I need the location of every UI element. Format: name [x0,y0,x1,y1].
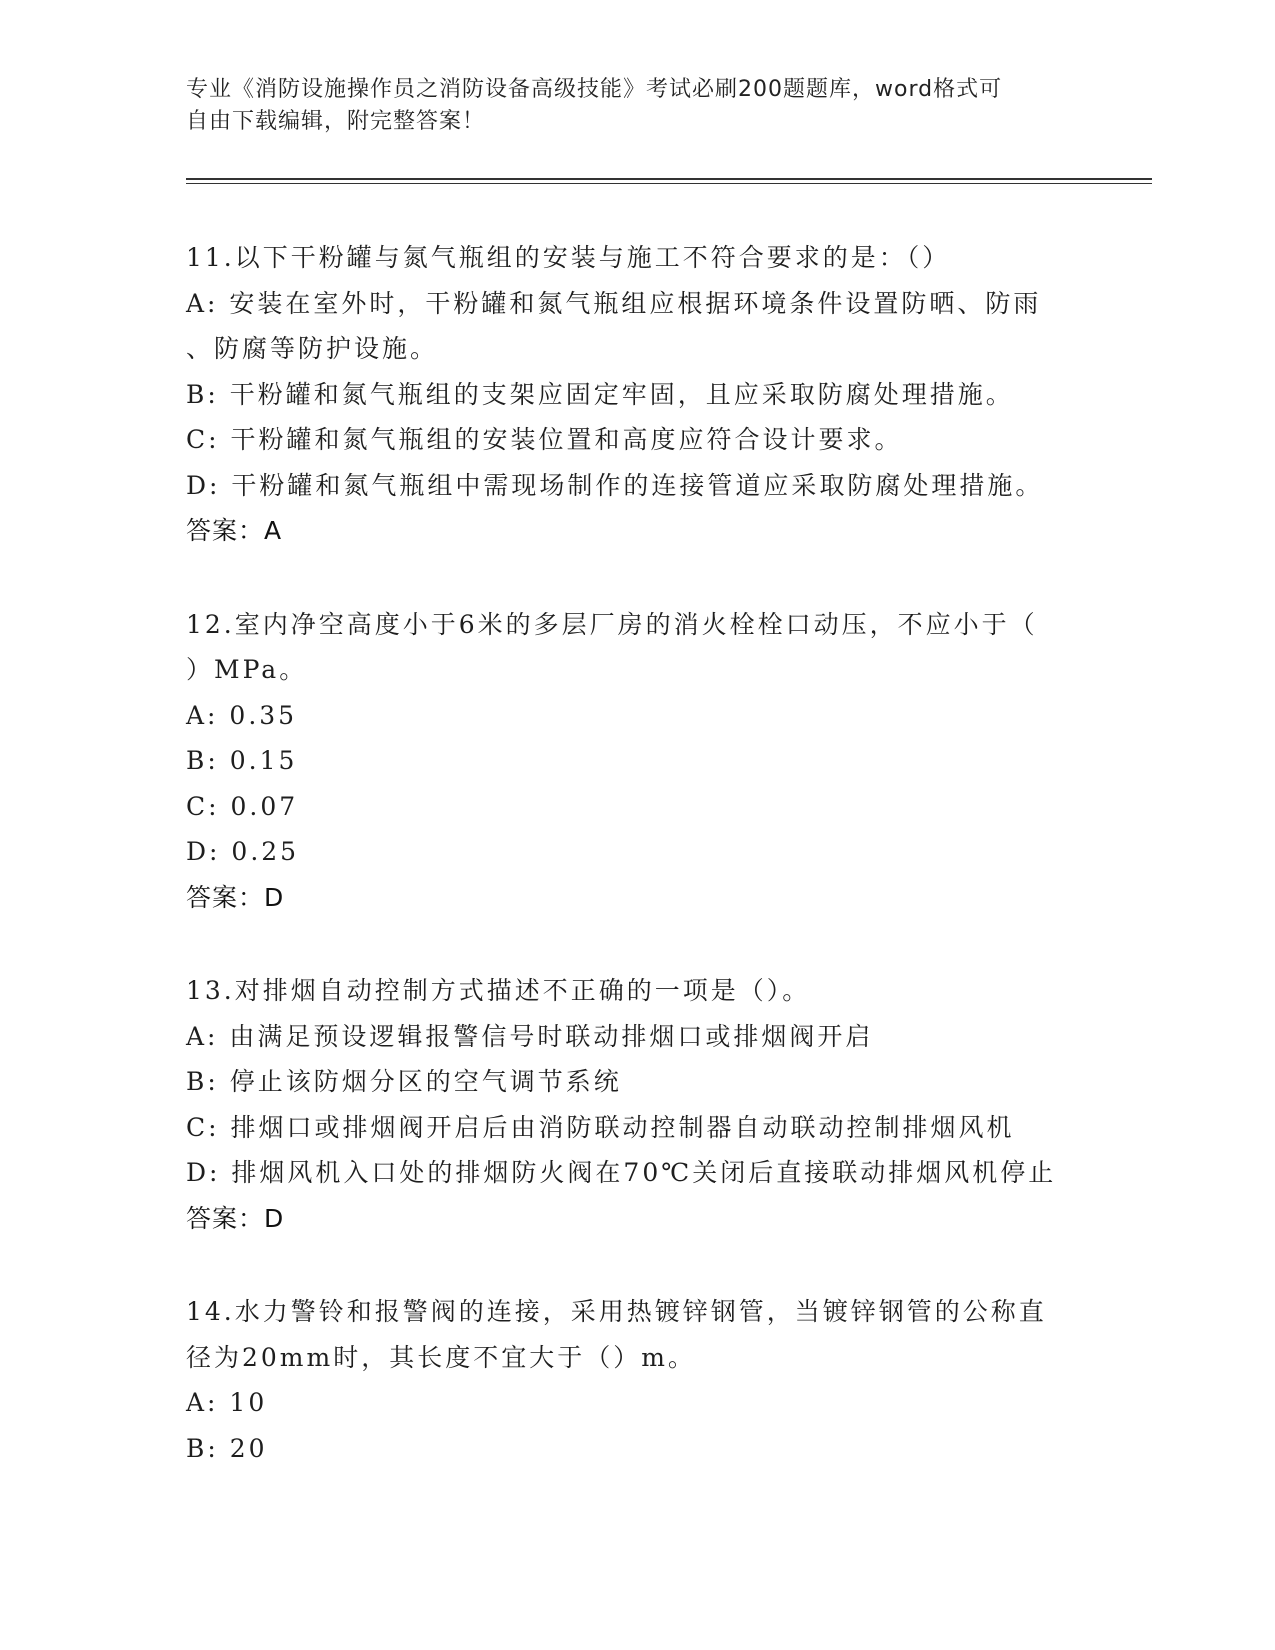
header-divider [186,178,1152,180]
question-stem: 12.室内净空高度小于6米的多层厂房的消火栓栓口动压，不应小于（ [186,609,1038,639]
option-d: D: 0.25 [186,837,300,866]
answer-label: 答案：D [186,1203,285,1233]
option-a: A: 10 [186,1388,268,1417]
option-b: B: 0.15 [186,746,298,775]
question-14 [186,1289,1086,1471]
option-c: C: 排烟口或排烟阀开启后由消防联动控制器自动联动控制排烟风机 [186,1112,1015,1142]
question-stem: 13.对排烟自动控制方式描述不正确的一项是（）。 [186,976,811,1005]
document-header [186,74,1066,138]
question-stem: 14.水力警铃和报警阀的连接，采用热镀锌钢管，当镀锌钢管的公称直 [186,1297,1047,1326]
option-a [186,281,1086,372]
question-13 [186,968,1086,1241]
question-stem-continued: 径为20mm时，其长度不宜大于（）m。 [186,1342,696,1372]
option-b: B: 干粉罐和氮气瓶组的支架应固定牢固，且应采取防腐处理措施。 [186,379,1014,409]
header-line-1: 专业《消防设施操作员之消防设备高级技能》考试必刷200题题库，word格式可 [186,77,1003,102]
option-d: D: 排烟风机入口处的排烟防火阀在70℃关闭后直接联动排烟风机停止 [186,1158,1057,1187]
option-c: C: 干粉罐和氮气瓶组的安装位置和高度应符合设计要求。 [186,425,903,454]
option-line: 、防腐等防护设施。 [186,334,439,363]
question-stem: 11.以下干粉罐与氮气瓶组的安装与施工不符合要求的是：（） [186,243,951,272]
answer-label: 答案：A [186,516,283,545]
option-line: A: 安装在室外时，干粉罐和氮气瓶组应根据环境条件设置防晒、防雨 [186,288,1042,318]
option-b: B: 停止该防烟分区的空气调节系统 [186,1067,622,1096]
header-line-2: 自由下载编辑，附完整答案！ [186,109,486,134]
question-11 [186,235,1086,554]
option-a: A: 由满足预设逻辑报警信号时联动排烟口或排烟阀开启 [186,1021,874,1051]
option-a: A: 0.35 [186,700,298,730]
question-list [186,235,1086,1519]
option-c: C: 0.07 [186,791,299,821]
option-d: D: 干粉罐和氮气瓶组中需现场制作的连接管道应采取防腐处理措施。 [186,470,1044,500]
header-divider-thin [186,183,1152,184]
question-12 [186,602,1086,921]
option-b: B: 20 [186,1433,268,1463]
question-stem-continued: ）MPa。 [186,655,308,684]
answer-label: 答案：D [186,882,285,912]
